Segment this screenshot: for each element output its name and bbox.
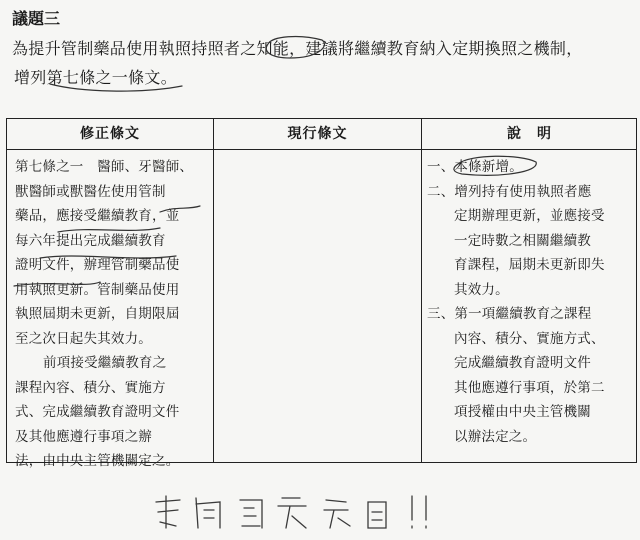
header-divider xyxy=(7,149,636,150)
item-line: 以辦法定之。 xyxy=(454,428,537,445)
amended-line: 至之次日起失其效力。 xyxy=(15,330,152,347)
column-divider-1 xyxy=(213,119,214,462)
explanation-text xyxy=(427,155,605,449)
item-line: 定期辦理更新，並應接受 xyxy=(454,208,605,224)
amended-line: 課程內容、積分、實施方 xyxy=(15,379,166,396)
amendment-table xyxy=(6,118,637,469)
header-explanation: 說 明 xyxy=(507,126,552,142)
explanation-item-1 xyxy=(427,155,605,180)
item-line: 增列持有使用執照者應 xyxy=(454,183,592,200)
intro-line-2: 增列第七條之一條文。 xyxy=(14,68,178,87)
amended-line: 證明文件，辦理管制藥品使 xyxy=(15,257,180,273)
amended-line: 式、完成繼續教育證明文件 xyxy=(15,404,180,420)
item-line: 一定時數之相關繼續教 xyxy=(454,232,591,249)
header-amended: 修正條文 xyxy=(80,126,140,142)
item-line: 內容、積分、實施方式、 xyxy=(454,330,605,347)
item-line: 第一項繼續教育之課程 xyxy=(454,306,592,322)
handwritten-note xyxy=(150,488,440,534)
column-divider-2 xyxy=(421,119,422,462)
amended-line: 每六年提出完成繼續教育 xyxy=(15,232,166,249)
item-line: 其他應遵行事項，於第二 xyxy=(454,379,605,396)
amended-line: 藥品，應接受繼續教育，並 xyxy=(15,208,180,224)
amended-text xyxy=(15,155,193,474)
amended-line: 第七條之一 醫師、牙醫師、 xyxy=(15,159,194,175)
item-line: 本條新增。 xyxy=(454,159,523,175)
item-line: 完成繼續教育證明文件 xyxy=(454,355,591,371)
amended-line: 前項接受繼續教育之 xyxy=(43,355,167,371)
amended-line: 獸醫師或獸醫佐使用管制 xyxy=(15,183,166,200)
header-current: 現行條文 xyxy=(287,126,348,142)
intro-line-1: 為提升管制藥品使用執照持照者之知能，建議將繼續教育納入定期換照之機制， xyxy=(12,39,583,58)
item-line: 其效力。 xyxy=(454,281,509,298)
item-line: 育課程，屆期未更新即失 xyxy=(454,257,605,273)
amended-line: 及其他應遵行事項之辦 xyxy=(15,428,152,445)
item-number: 一、 xyxy=(427,159,455,175)
explanation-item-3 xyxy=(427,302,605,327)
item-line: 項授權由中央主管機關 xyxy=(454,404,591,420)
item-number: 三、 xyxy=(427,306,455,322)
intro-paragraph xyxy=(12,34,632,92)
amended-line: 法，由中央主管機關定之。 xyxy=(15,453,180,469)
amended-line: 執照屆期未更新，自期限屆 xyxy=(15,306,180,322)
explanation-item-2 xyxy=(427,180,605,205)
amended-line: 用執照更新。管制藥品使用 xyxy=(15,281,180,298)
item-number: 二、 xyxy=(427,183,455,200)
page-heading: 議題三 xyxy=(12,9,61,28)
